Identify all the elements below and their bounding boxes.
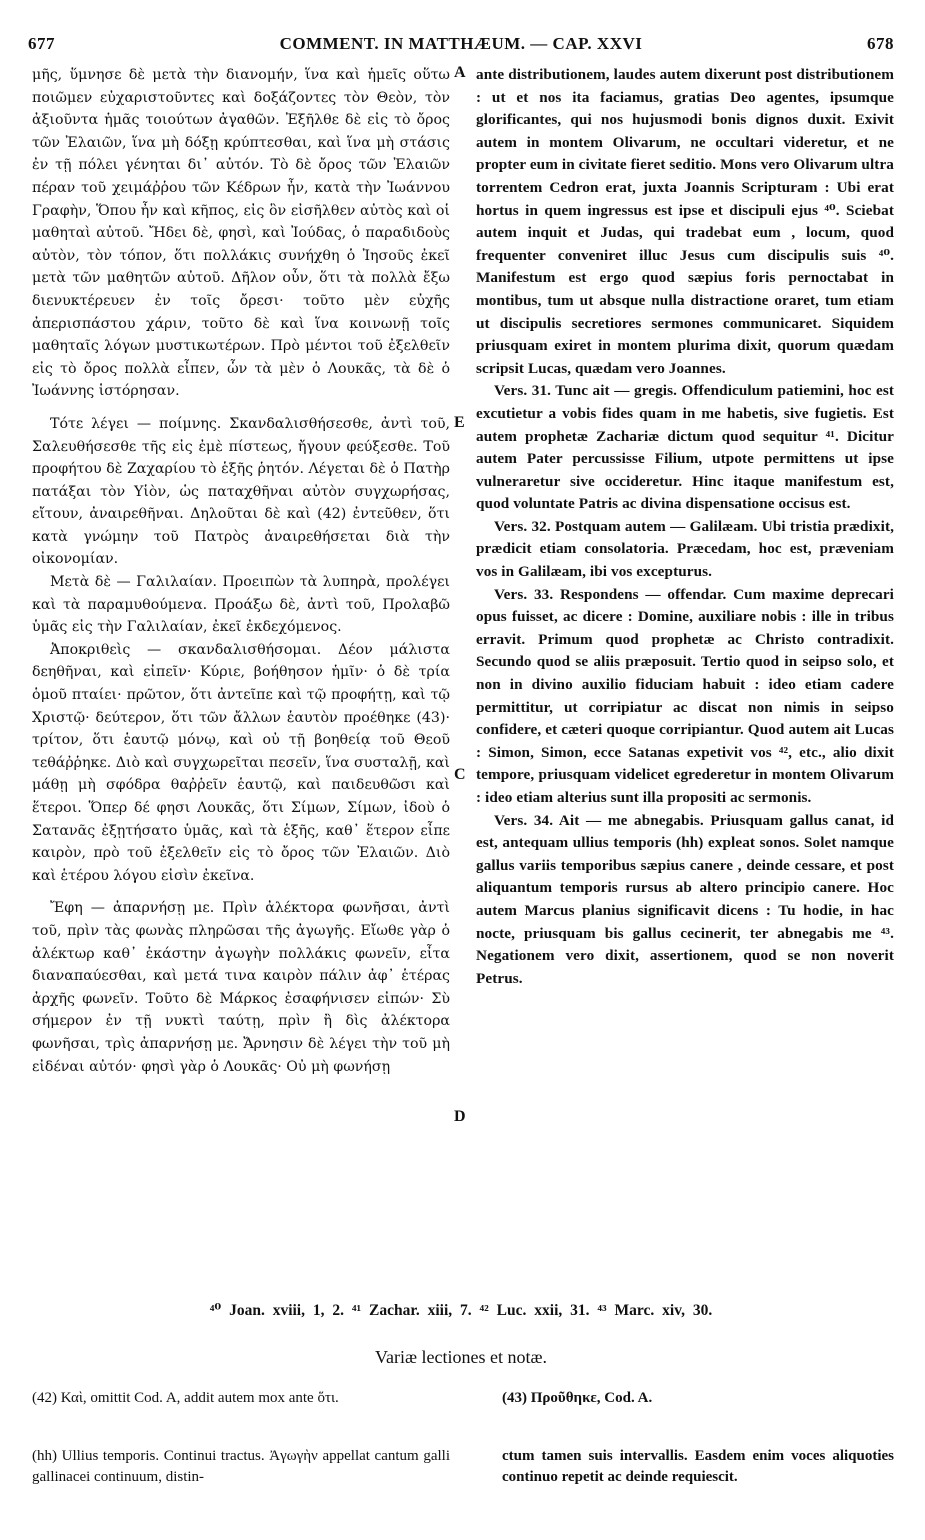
latin-paragraph: Vers. 34. Ait — me abnegabis. Priusquam gallus canat, id est, antequam ullius temporis (hh) expleat sonos. Solet namque gallus variis temporibus sæpius canere , deinde cessare, et post aliquantum temporis rursus ab altero principio canere. Hoc autem Marcus planius significavit dicens : Tu hodie, in hac nocte, priusquam bis gallus cecinerit, ter abnegabis me ⁴³. Negationem vero dixit, assertionem, quod se non noverit Petrus. [476, 811, 894, 987]
greek-paragraph: Ἔφη — ἀπαρνήσῃ με. Πρὶν ἀλέκτορα φωνῆσαι, ἀντὶ τοῦ, πρὶν τὰς φωνὰς πληρῶσαι τῆς ἀγωγῆς. Εἴωθε γὰρ ὁ ἀλέκτωρ καθ᾽ ἑκάστην ἀγωγὴν πολλάκις φωνεῖν, εἶτα διαναπαύεσθαι, καὶ μετά τινα καιρὸν πάλιν ἀφ᾽ ἑτέρας ἀρχῆς φωνεῖν. Τοῦτο δὲ Μάρκος ἐσαφήνισεν εἰπών· Σὺ σήμερον ἐν τῇ νυκτὶ ταύτῃ, πρὶν ἢ δὶς ἀλέκτορα φωνῆσαι, τρὶς ἀπαρνήσῃ με. Ἄρνησιν δὲ λέγει τὴν τοῦ μὴ εἰδέναι αὐτόν· φησὶ γὰρ ὁ Λουκᾶς· Οὐ μὴ φωνήσῃ [32, 900, 450, 1075]
latin-paragraph: ante distributionem, laudes autem dixerunt post distributionem : ut et nos ita faciamus, gratias Deo agentes, ipsumque glorificantes, qui nos hujusmodi bonis dignos duxit. Exivit autem in montem Olivarum, ne occultari videretur, et ne propter eum in civitate fieret seditio. Mons vero Olivarum ultra torrentem Cedron erat, juxta Joannis Scripturam : Ubi erat hortus in quem ingressus est ipse et discipuli ejus ⁴⁰. Sciebat autem inquit et Judas, qui tradebat eum , locum, quod frequenter conveniret illuc Jesus cum discipulis suis ⁴⁰. Manifestum est ergo quod sæpius foris pernoctabat in montibus, tum ut absque nulla distractione oraret, tum etiam ut discipulis secretiores sermones communicaret. Siquidem priusquam exiret in montem plurima dixit, quorum quædam scripsit Lucas, quædam vero Joannes. [476, 66, 894, 377]
page-number-left: 677 [28, 34, 55, 53]
greek-paragraph: μῆς, ὕμνησε δὲ μετὰ τὴν διανομήν, ἵνα καὶ ἡμεῖς οὕτω ποιῶμεν εὐχαριστοῦντες καὶ δοξάζοντες τὸν Θεὸν, τὸν ἀξιοῦντα ἡμᾶς τοιούτων ἀγαθῶν. Ἐξῆλθε δὲ εἰς τὸ ὄρος τῶν Ἐλαιῶν, ἵνα μὴ δόξῃ κρύπτεσθαι, καὶ ἵνα μὴ στάσις ἐν τῇ πόλει γένηται δι᾽ αὐτόν. Τὸ δὲ ὄρος τῶν Ἐλαιῶν πέραν τοῦ χειμάῤῥου τῶν Κέδρων ἦν, κατὰ τὴν Ἰωάννου Γραφὴν, Ὅπου ἦν καὶ κῆπος, εἰς ὃν εἰσῆλθεν αὐτὸς καὶ οἱ μαθηταὶ αὐτοῦ. Ἤδει δὲ, φησὶ, καὶ Ἰούδας, ὁ παραδιδοὺς αὐτὸν, τὸν τόπον, ὅτι πολλάκις συνήχθη ὁ Ἰησοῦς ἐκεῖ μετὰ τῶν μαθητῶν αὐτοῦ. Δῆλον οὖν, ὅτι τὰ πολλὰ ἔξω διενυκτέρευεν ἐν τοῖς ὄρεσι· τοῦτο μὲν εὐχῆς ἀπερισπάστου χάριν, τοῦτο δὲ καὶ ἵνα κοινωνῇ τοῖς μαθηταῖς λόγων μυστικωτέρων. Πρὸ μέντοι τοῦ ἐξελθεῖν εἰς τὸ ὄρος πολλὰ εἶπεν, ὧν τὰ μὲν ὁ Λουκᾶς, τὰ δὲ ὁ Ἰωάννης ἱστόρησαν. [32, 67, 450, 400]
greek-paragraph: Τότε λέγει — ποίμνης. Σκανδαλισθήσεσθε, ἀντὶ τοῦ, Σαλευθήσεσθε τῆς εἰς ἐμὲ πίστεως, ἤγουν φεύξεσθε. Τοῦ προφήτου δὲ Ζαχαρίου τὸ ἑξῆς ῥητόν. Λέγεται δὲ ὁ Πατὴρ πατάξαι τὸν Υἱὸν, ὡς παταχθῆναι αὐτὸν συγχωρήσας, εἴτουν, ἀναιρεθῆναι. Δηλοῦται δὲ καὶ (42) ἐντεῦθεν, ὅτι κατὰ γνώμην τοῦ Πατρὸς ἀναιρεθήσεται διὰ τὴν οἰκονομίαν. [32, 415, 450, 568]
greek-column [32, 64, 450, 1078]
latin-paragraph: Vers. 31. Tunc ait — gregis. Offendiculum patiemini, hoc est excutietur a vobis fides quam in me habetis, sive fugietis. Est autem prophetæ Zachariæ dictum quod sequitur ⁴¹. Dicitur autem Pater percussisse Filium, utpote permittens ut ipse vulneraretur sive occideretur. Hinc itaque manifestum est, quod voluntate Patris ac divina dispensatione occisus est. [476, 382, 894, 513]
note-hh-left: (hh) Ullius temporis. Continui tractus. Ἀγωγὴν appellat cantum galli gallinacei continuum, distin- [32, 1448, 450, 1485]
greek-paragraph: Μετὰ δὲ — Γαλιλαίαν. Προειπὼν τὰ λυπηρὰ, προλέγει καὶ τὰ παραμυθούμενα. Προάξω δὲ, ἀντὶ τοῦ, Προλαβῶ ὑμᾶς εἰς τὴν Γαλιλαίαν, ἐκεῖ ἐκδεχόμενος. [32, 574, 450, 636]
note-42: (42) Καὶ, omittit Cod. A, addit autem mox ante ὅτι. [32, 1390, 339, 1406]
note-43: (43) Προῦθηκε, Cod. A. [502, 1390, 653, 1406]
latin-column [476, 64, 894, 990]
page-number-right: 678 [867, 34, 894, 53]
latin-paragraph: Vers. 33. Respondens — offendar. Cum maxime deprecari opus fuisset, ac dicere : Domine, auxiliare nobis : ille in tribus erravit. Primum quod prophetæ ac Christo contradixit. Secundo quod se aliis præposuit. Tertio quod in seipso solo, et non in divino auxilio fiduciam habuit : ideo etiam cadere permittitur, ut corripiatur ac discat non nimis in seipso confidere, et cæteri quoque corripiantur. Quod autem ait Lucas : Simon, Simon, ecce Satanas expetivit vos ⁴², etc., alio dixit tempore, priusquam videlicet egrederetur in montem Olivarum : ideo etiam alterius sunt illa propositi ac sermonis. [476, 585, 894, 806]
running-title: COMMENT. IN MATTHÆUM. — CAP. XXVI [279, 34, 643, 53]
margin-letter-e: E [454, 414, 465, 431]
margin-letter-d: D [454, 1108, 466, 1125]
margin-letter-a: A [454, 64, 466, 81]
scripture-footnotes: ⁴⁰ Joan. xviii, 1, 2. ⁴¹ Zachar. xiii, 7. ⁴² Luc. xxii, 31. ⁴³ Marc. xiv, 30. [209, 1302, 713, 1319]
greek-paragraph: Ἀποκριθεὶς — σκανδαλισθήσομαι. Δέον μάλιστα δεηθῆναι, καὶ εἰπεῖν· Κύριε, βοήθησον ἡμῖν· ὁ δὲ τρία ὁμοῦ πταίει· πρῶτον, ὅτι ἀντεῖπε καὶ τῷ προφήτῃ, καὶ τῷ Χριστῷ· δεύτερον, ὅτι τῶν ἄλλων ἑαυτὸν προέθηκε (43)· τρίτον, ὅτι ἑαυτῷ μόνῳ, καὶ οὐ τῇ βοηθείᾳ τοῦ Θεοῦ τεθάῤῥηκε. Διὸ καὶ συγχωρεῖται πεσεῖν, ἵνα συσταλῇ, καὶ μάθῃ μὴ σφόδρα θαῤῥεῖν ἑαυτῷ, καὶ παιδευθῶσι καὶ ἕτεροι. Ὅπερ δέ φησι Λουκᾶς, ὅτι Σίμων, Σίμων, ἰδοὺ ὁ Σατανᾶς ἐξῃτήσατο ὑμᾶς, καὶ τὰ ἑξῆς, καθ᾽ ἕτερον εἶπε καιρὸν, πρὸ τοῦ ἐξελθεῖν εἰς τὸ ὄρος τῶν Ἐλαιῶν. Διὸ καὶ ἑτέρου λόγου εἰσὶν ἐκεῖνα. [32, 641, 450, 884]
page [28, 0, 894, 1540]
variae-lectiones-title: Variæ lectiones et notæ. [375, 1347, 547, 1367]
running-header [28, 34, 894, 58]
latin-paragraph: Vers. 32. Postquam autem — Galilæam. Ubi tristia prædixit, prædicit etiam consolatoria. Præcedam, hoc est, præveniam vos in Galilæam, ibi vos excepturus. [476, 517, 894, 581]
margin-letter-c: C [454, 766, 466, 783]
note-hh-right: ctum tamen suis intervallis. Easdem enim voces aliquoties continuo repetit ac deinde requiescit. [502, 1448, 894, 1485]
